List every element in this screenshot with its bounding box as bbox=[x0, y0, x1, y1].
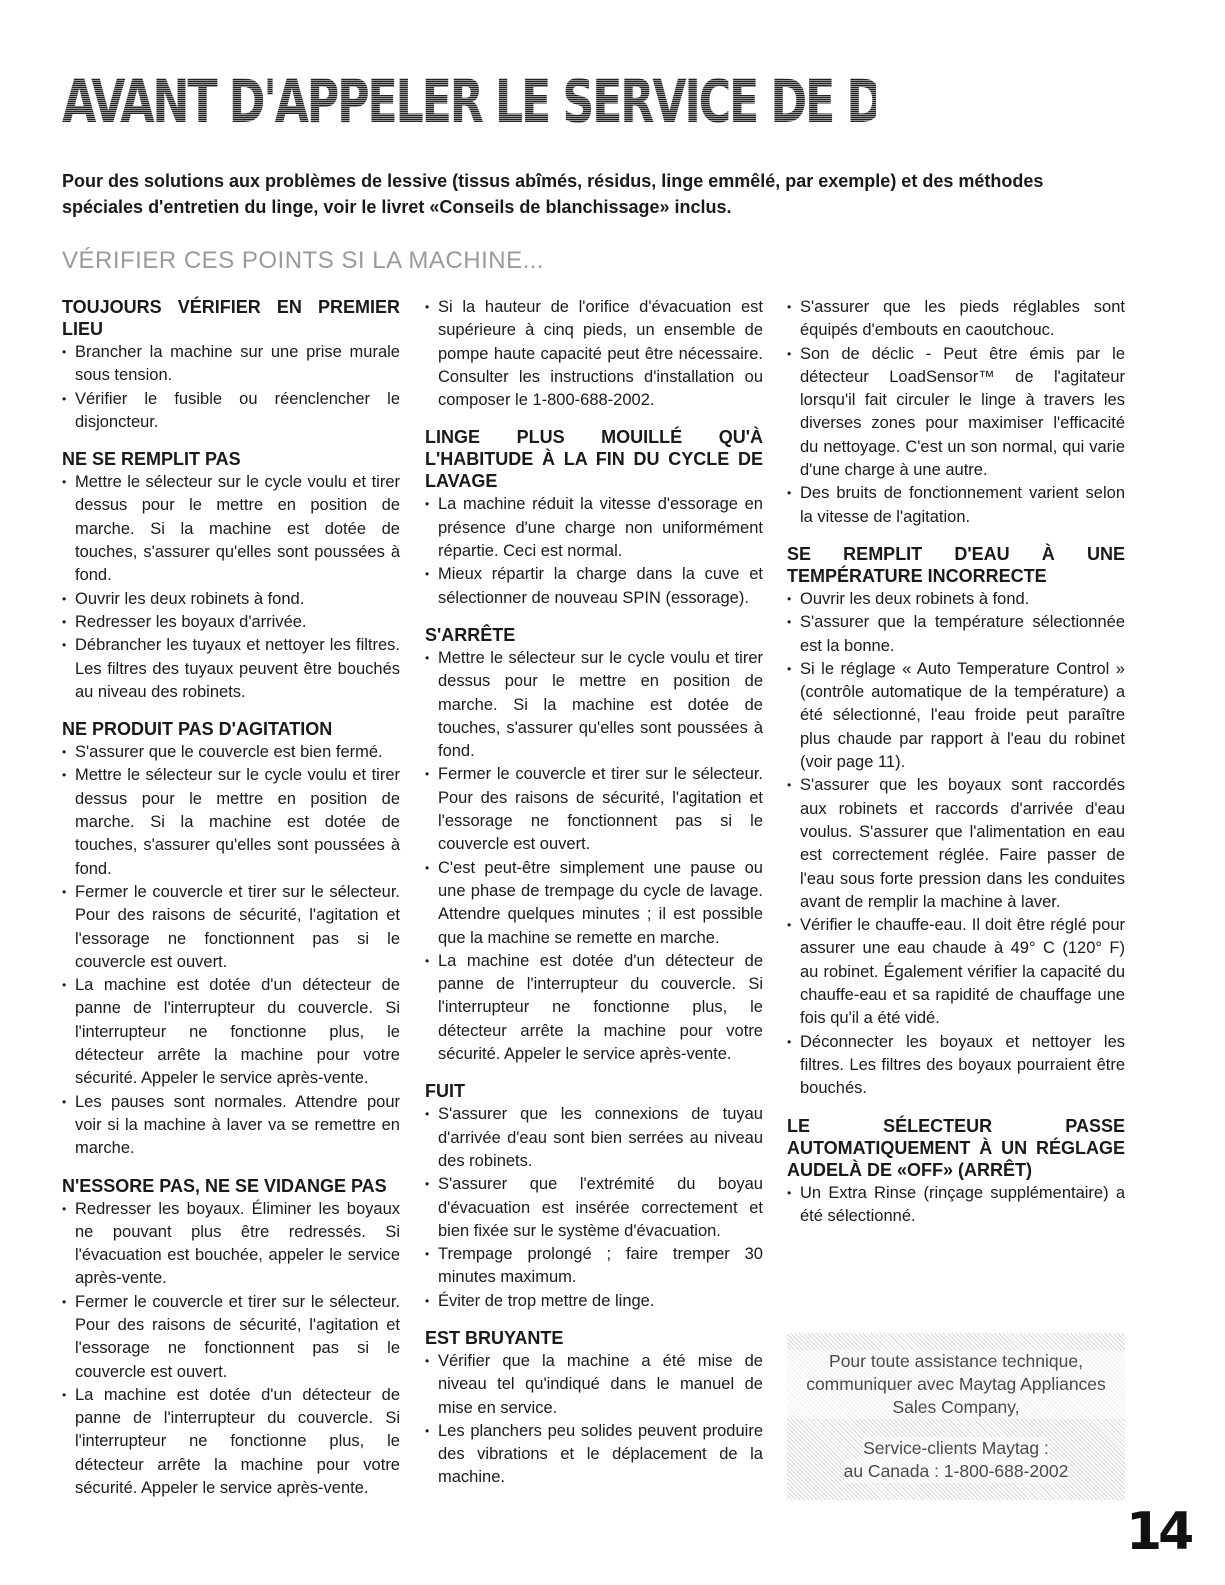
bullet-item: • Brancher la machine sur une prise murale sous tension. bbox=[62, 341, 400, 388]
troubleshooting-section bbox=[425, 296, 763, 412]
troubleshooting-section bbox=[62, 296, 400, 434]
section-title: NE SE REMPLIT PAS bbox=[62, 449, 241, 470]
contact-line-1: Pour toute assistance technique, communiquer avec Maytag Appliances Sales Company, bbox=[787, 1350, 1125, 1419]
bullet-item: • S'assurer que le couvercle est bien fermé. bbox=[62, 741, 400, 764]
bullet-item: • S'assurer que les pieds réglables sont équipés d'embouts en caoutchouc. bbox=[787, 296, 1125, 343]
bullet-list bbox=[62, 471, 400, 704]
troubleshooting-section bbox=[787, 1115, 1125, 1229]
column-1 bbox=[62, 296, 400, 1514]
troubleshooting-section bbox=[62, 1175, 400, 1501]
bullet-item: • Les planchers peu solides peuvent produire des vibrations et le déplacement de la machine. bbox=[425, 1420, 763, 1490]
troubleshooting-section bbox=[425, 1327, 763, 1490]
section-heading: VÉRIFIER CES POINTS SI LA MACHINE... bbox=[62, 247, 545, 274]
bullet-item: • Ouvrir les deux robinets à fond. bbox=[787, 588, 1125, 611]
bullet-list bbox=[62, 741, 400, 1160]
bullet-item: • Trempage prolongé ; faire tremper 30 minutes maximum. bbox=[425, 1243, 763, 1290]
bullet-item: • Vérifier le fusible ou réenclencher le disjoncteur. bbox=[62, 388, 400, 435]
contact-line-3: au Canada : 1-800-688-2002 bbox=[843, 1461, 1069, 1481]
bullet-list bbox=[62, 1198, 400, 1501]
bullet-list bbox=[425, 1350, 763, 1490]
bullet-item: • Mettre le sélecteur sur le cycle voulu et tirer dessus pour le mettre en position de marche. Si la machine est dotée de touches, s'assurer qu'elles sont poussées à fond. bbox=[425, 647, 763, 763]
bullet-list bbox=[425, 647, 763, 1066]
bullet-item: • S'assurer que les connexions de tuyau d'arrivée d'eau sont bien serrées au niveau des robinets. bbox=[425, 1103, 763, 1173]
troubleshooting-section bbox=[787, 543, 1125, 1101]
column-3 bbox=[787, 296, 1125, 1242]
section-title: FUIT bbox=[425, 1081, 465, 1102]
bullet-list bbox=[425, 1103, 763, 1313]
bullet-list bbox=[425, 493, 763, 609]
bullet-item: • La machine est dotée d'un détecteur de panne de l'interrupteur du couvercle. Si l'interrupteur ne fonctionne plus, le détecteur arrête la machine pour votre sécurité. Appeler le service après-vente. bbox=[425, 950, 763, 1066]
bullet-item: • Un Extra Rinse (rinçage supplémentaire) a été sélectionné. bbox=[787, 1182, 1125, 1229]
bullet-item: • Mettre le sélecteur sur le cycle voulu et tirer dessus pour le mettre en position de marche. Si la machine est dotée de touches, s'assurer qu'elles sont poussées à fond. bbox=[62, 471, 400, 587]
troubleshooting-section bbox=[62, 448, 400, 704]
bullet-item: • Vérifier le chauffe-eau. Il doit être réglé pour assurer une eau chaude à 49° C (120° F) au robinet. Également vérifier la capacité du chauffe-eau et sa rapidité de chauffage une fois qu'il a été vidé. bbox=[787, 914, 1125, 1030]
section-title: LE SÉLECTEUR PASSE AUTOMATIQUEMENT À UN RÉGLAGE AUDELÀ DE «OFF» (ARRÊT) bbox=[787, 1115, 1125, 1180]
bullet-item: • Débrancher les tuyaux et nettoyer les filtres. Les filtres des tuyaux peuvent être bouchés au niveau des robinets. bbox=[62, 634, 400, 704]
page-title: AVANT D'APPELER LE SERVICE DE DÉPANNAGE bbox=[62, 67, 1132, 137]
bullet-item: • Mieux répartir la charge dans la cuve et sélectionner de nouveau SPIN (essorage). bbox=[425, 563, 763, 610]
troubleshooting-section bbox=[425, 624, 763, 1066]
bullet-item: • Redresser les boyaux d'arrivée. bbox=[62, 611, 400, 634]
troubleshooting-section bbox=[425, 1080, 763, 1313]
section-title: EST BRUYANTE bbox=[425, 1327, 564, 1348]
bullet-list bbox=[787, 1182, 1125, 1229]
section-title: S'ARRÊTE bbox=[425, 624, 516, 645]
contact-box bbox=[787, 1333, 1125, 1500]
bullet-item: • Fermer le couvercle et tirer sur le sélecteur. Pour des raisons de sécurité, l'agitation et l'essorage ne fonctionnent pas si le couvercle est ouvert. bbox=[62, 881, 400, 974]
bullet-item: • Fermer le couvercle et tirer sur le sélecteur. Pour des raisons de sécurité, l'agitation et l'essorage ne fonctionnent pas si le couvercle est ouvert. bbox=[62, 1291, 400, 1384]
bullet-item: • Si la hauteur de l'orifice d'évacuation est supérieure à cinq pieds, un ensemble de pompe haute capacité peut être nécessaire. Consulter les instructions d'installation ou composer le 1-800-688-2002. bbox=[425, 296, 763, 412]
bullet-item: • Redresser les boyaux. Éliminer les boyaux ne pouvant plus être redressés. Si l'évacuation est bouchée, appeler le service après-vente. bbox=[62, 1198, 400, 1291]
contact-line-2: Service-clients Maytag : bbox=[863, 1438, 1049, 1458]
bullet-item: • Son de déclic - Peut être émis par le détecteur LoadSensor™ de l'agitateur lorsqu'il fait circuler le linge à travers les diverses zones pour maximiser l'efficacité du nettoyage. C'est un son normal, qui varie d'une charge à une autre. bbox=[787, 343, 1125, 483]
bullet-item: • Déconnecter les boyaux et nettoyer les filtres. Les filtres des boyaux pourraient être bouchés. bbox=[787, 1031, 1125, 1101]
column-2 bbox=[425, 296, 763, 1504]
bullet-item: • Des bruits de fonctionnement varient selon la vitesse de l'agitation. bbox=[787, 482, 1125, 529]
section-title: LINGE PLUS MOUILLÉ QU'À L'HABITUDE À LA FIN DU CYCLE DE LAVAGE bbox=[425, 427, 763, 492]
troubleshooting-section bbox=[425, 426, 763, 609]
bullet-item: • S'assurer que les boyaux sont raccordés aux robinets et raccords d'arrivée d'eau voulus. S'assurer que l'alimentation en eau est correctement réglée. Faire passer de l'eau sous forte pression dans les conduites avant de remplir la machine à laver. bbox=[787, 774, 1125, 914]
section-title: NE PRODUIT PAS D'AGITATION bbox=[62, 719, 333, 740]
bullet-list bbox=[425, 296, 763, 412]
bullet-item: • La machine réduit la vitesse d'essorage en présence d'une charge non uniformément répartie. Ceci est normal. bbox=[425, 493, 763, 563]
bullet-list bbox=[787, 588, 1125, 1101]
section-title: SE REMPLIT D'EAU À UNE TEMPÉRATURE INCORRECTE bbox=[787, 543, 1125, 586]
bullet-item: • Mettre le sélecteur sur le cycle voulu et tirer dessus pour le mettre en position de marche. Si la machine est dotée de touches, s'assurer qu'elles sont poussées à fond. bbox=[62, 764, 400, 880]
bullet-list bbox=[787, 296, 1125, 529]
intro-paragraph: Pour des solutions aux problèmes de lessive (tissus abîmés, résidus, linge emmêlé, par exemple) et des méthodes spéciales d'entretien du linge, voir le livret «Conseils de blanchissage» inclus. bbox=[62, 171, 1044, 217]
bullet-item: • La machine est dotée d'un détecteur de panne de l'interrupteur du couvercle. Si l'interrupteur ne fonctionne plus, le détecteur arrête la machine pour votre sécurité. Appeler le service après-vente. bbox=[62, 974, 400, 1090]
bullet-item: • Si le réglage « Auto Temperature Control » (contrôle automatique de la température) a été sélectionné, l'eau froide peut paraître plus chaude par rapport à l'eau du robinet (voir page 11). bbox=[787, 658, 1125, 774]
troubleshooting-section bbox=[62, 718, 400, 1160]
bullet-item: • Vérifier que la machine a été mise de niveau tel qu'indiqué dans le manuel de mise en service. bbox=[425, 1350, 763, 1420]
bullet-item: • C'est peut-être simplement une pause ou une phase de trempage du cycle de lavage. Attendre quelques minutes ; il est possible que la machine se remette en marche. bbox=[425, 857, 763, 950]
section-title: TOUJOURS VÉRIFIER EN PREMIER LIEU bbox=[62, 297, 400, 339]
bullet-list bbox=[62, 341, 400, 434]
bullet-item: • S'assurer que l'extrémité du boyau d'évacuation est insérée correctement et bien fixée sur le système d'évacuation. bbox=[425, 1173, 763, 1243]
troubleshooting-section bbox=[787, 296, 1125, 529]
section-title: N'ESSORE PAS, NE SE VIDANGE PAS bbox=[62, 1175, 387, 1196]
bullet-item: • Les pauses sont normales. Attendre pour voir si la machine à laver va se remettre en marche. bbox=[62, 1091, 400, 1161]
bullet-item: • Éviter de trop mettre de linge. bbox=[425, 1290, 763, 1313]
page-number: 14 bbox=[1126, 1502, 1191, 1562]
bullet-item: • La machine est dotée d'un détecteur de panne de l'interrupteur du couvercle. Si l'interrupteur ne fonctionne plus, le détecteur arrête la machine pour votre sécurité. Appeler le service après-vente. bbox=[62, 1384, 400, 1500]
bullet-item: • Ouvrir les deux robinets à fond. bbox=[62, 588, 400, 611]
bullet-item: • Fermer le couvercle et tirer sur le sélecteur. Pour des raisons de sécurité, l'agitation et l'essorage ne fonctionnent pas si le couvercle est ouvert. bbox=[425, 763, 763, 856]
bullet-item: • S'assurer que la température sélectionnée est la bonne. bbox=[787, 611, 1125, 658]
